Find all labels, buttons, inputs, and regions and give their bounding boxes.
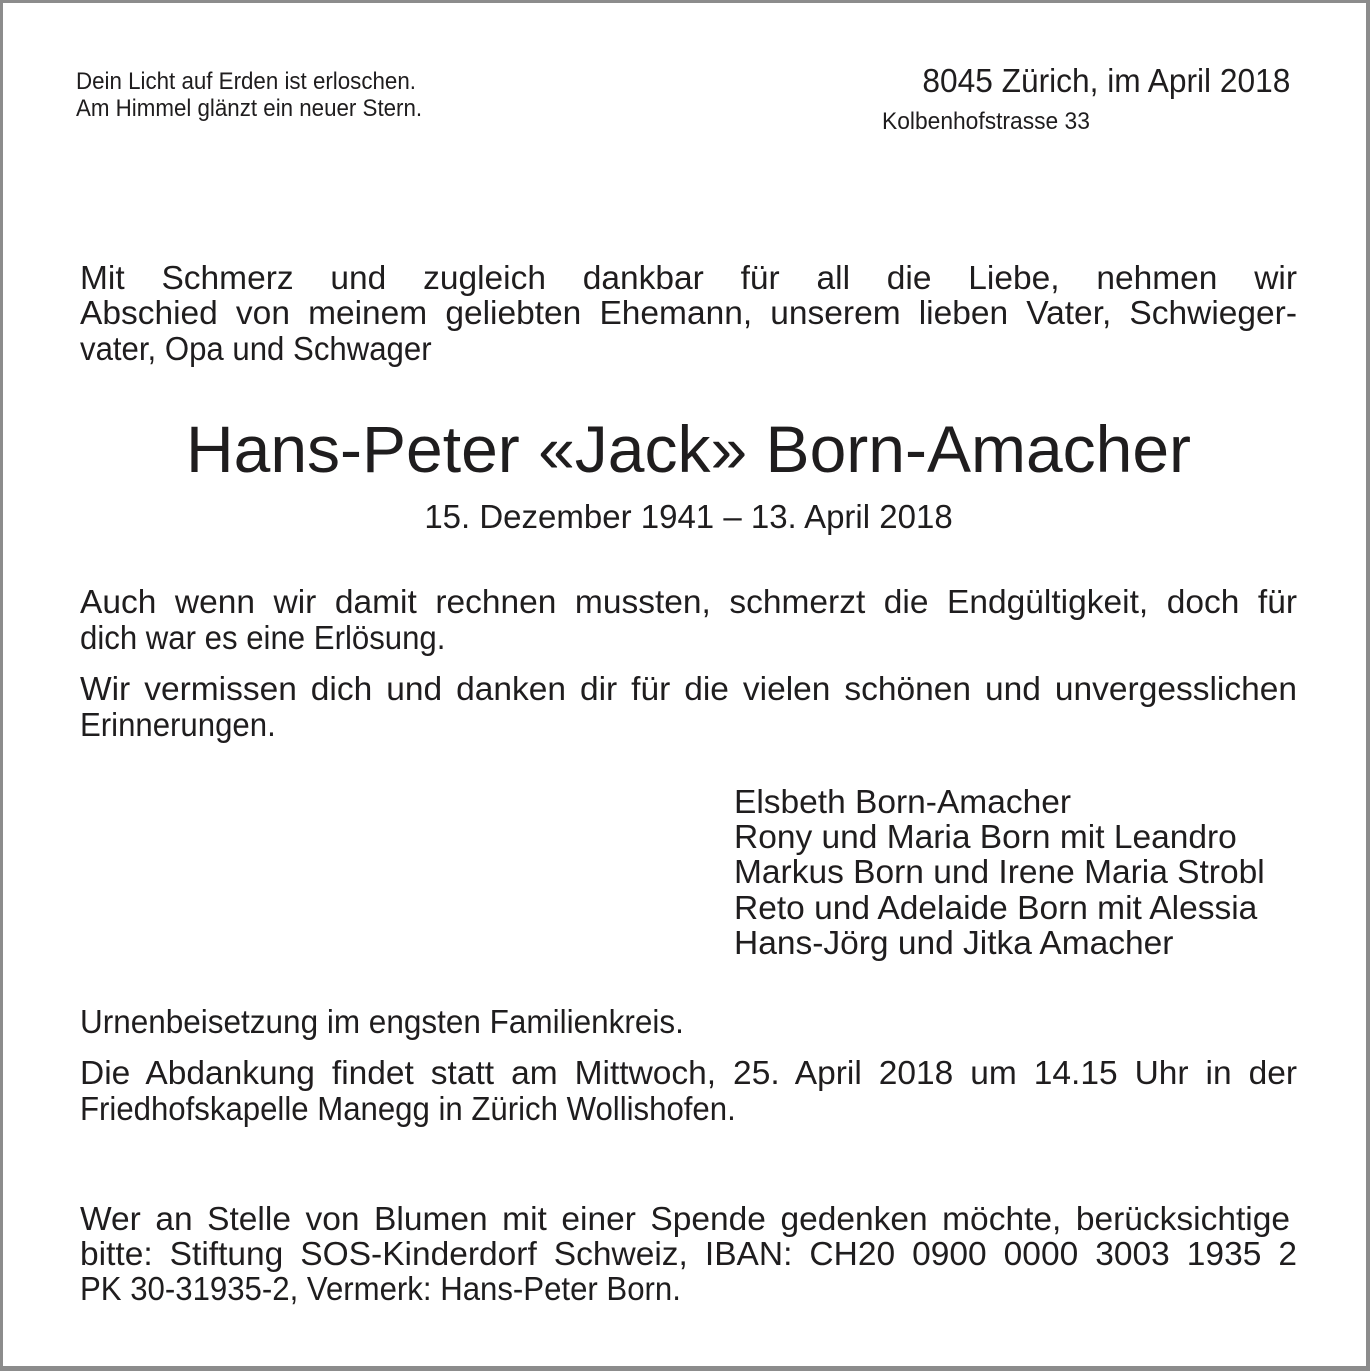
service-line-2: Friedhofskapelle Manegg in Zürich Wollishofen. [80,1091,736,1128]
family-member: Hans-Jörg und Jitka Amacher [734,925,1174,962]
intro-line-2: Abschied von meinem geliebten Ehemann, unserem lieben Vater, Schwieger- [80,295,1297,332]
place-date: 8045 Zürich, im April 2018 [921,62,1290,99]
intro-line-3: vater, Opa und Schwager [80,331,432,368]
street-address: Kolbenhofstrasse 33 [882,108,1090,135]
family-member: Elsbeth Born-Amacher [734,784,1072,821]
family-member: Reto und Adelaide Born mit Alessia [734,890,1258,927]
urn-note: Urnenbeisetzung im engsten Familienkreis. [80,1004,684,1041]
family-member: Rony und Maria Born mit Leandro [734,819,1237,856]
message-p2-line-2: Erinnerungen. [80,707,276,744]
message-p1-line-2: dich war es eine Erlösung. [80,620,446,657]
intro-line-1: Mit Schmerz und zugleich dankbar für all die Liebe, nehmen wir [80,260,1297,297]
family-member: Markus Born und Irene Maria Strobl [734,854,1265,891]
donation-line-1: Wer an Stelle von Blumen mit einer Spende gedenken möchte, berücksichtige [80,1201,1290,1238]
motto-line-1: Dein Licht auf Erden ist erloschen. [76,68,416,95]
message-p1-line-1: Auch wenn wir damit rechnen mussten, schmerzt die Endgültigkeit, doch für [80,584,1297,621]
message-p2-line-1: Wir vermissen dich und danken dir für die vielen schönen und unvergesslichen [80,671,1297,708]
service-line-1: Die Abdankung findet statt am Mittwoch, 25. April 2018 um 14.15 Uhr in der [80,1055,1297,1092]
motto-line-2: Am Himmel glänzt ein neuer Stern. [76,95,423,122]
donation-line-3: PK 30-31935-2, Vermerk: Hans-Peter Born. [80,1271,681,1308]
deceased-name: Hans-Peter «Jack» Born-Amacher [185,412,1192,486]
life-dates: 15. Dezember 1941 – 13. April 2018 [424,498,953,535]
donation-line-2: bitte: Stiftung SOS-Kinderdorf Schweiz, IBAN: CH20 0900 0000 3003 1935 2 [80,1236,1297,1273]
